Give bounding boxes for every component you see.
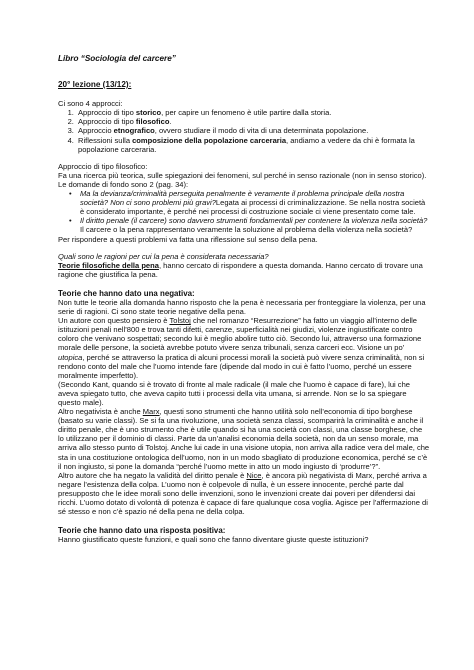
negative-paragraph-5: Altro autore che ha negato la validità del diritto penale è Nice, è ancora più negativista di Marx, perché arriva a negare l’esistenza della colpa. L’uomo non è colpevole di nulla, è un essere innocente, perché parte dal presupposto che le idee morali sono delle invenzioni, sono le invenzioni create dai poveri per difendersi dai ricchi. L’uomo dotato di volontà di potenza è capace di fare qualunque cosa voglia. Agisce per l’affermazione di sé stesso e non c’è spazio né della pena ne della colpa. (58, 470, 428, 517)
approach-item: 2. Approccio di tipo filosofico. (76, 117, 430, 126)
why-question: Quali sono le ragioni per cui la pena è considerata necessaria? (58, 251, 269, 261)
negative-paragraph-1: Non tutte le teorie alla domanda hanno risposto che la pena è necessaria per fronteggiare la violenza, per una serie di ragioni. Ci sono state teorie negative della pena. (58, 297, 426, 317)
approach-item: 4. Riflessioni sulla composizione della popolazione carceraria, andiamo a vedere da chi è formata la popolazione carceraria. (76, 136, 430, 154)
theories-link: Teorie filosofiche della pena (58, 260, 159, 270)
bullet-icon: • (69, 216, 72, 226)
nice-ref: Nice (246, 470, 262, 480)
philosophical-text: Fa una ricerca più teorica, sulle spiegazioni dei fenomeni, sul perché in senso razionale (non in senso storico). (58, 170, 427, 180)
philosophical-heading: Approccio di tipo filosofico: (58, 161, 148, 171)
positive-heading: Teorie che hanno dato una risposta positiva: (58, 526, 226, 536)
negative-paragraph-4: Altro negativista è anche Marx, questi sono strumenti che hanno utilità solo nell’economia di tipo borghese (basato su varie classi). Se si fa una rivoluzione, una società senza classi, scomparirà la criminalità e anche il diritto penale, che è uno strumento che è utile quando si ha una società con classi, una classe borghese, che lo utilizzano per il dominio di classi. Parte da un’analisi economia della società, non da un senso morale, ma arriva allo stesso punto di Tolstoj. Anche lui cade in una visione utopia, non arriva alla radice vera del male, che sta in una costituzione ontologica dell’uomo, non in un modo sbagliato di produzione economica, perché se c’è il non ingiusto, si pone la domanda “perché l’uomo mette in atto un modo ingiusto di ‘produrre’?”. (58, 407, 430, 471)
negative-heading: Teorie che hanno dato una negativa: (58, 288, 195, 298)
tolstoj-ref: Tolstoj (169, 316, 191, 326)
approaches-list (58, 108, 430, 153)
question-item: • Il diritto penale (il carcere) sono davvero strumenti fondamentali per contenere la violenza nella società? Il carcere o la pena rappresentano veramente la soluzione al problema della violenza nella società? (69, 216, 428, 235)
lecture-heading: 20° lezione (13/12): (58, 80, 132, 90)
questions-intro: Le domande di fondo sono 2 (pag. 34): (58, 179, 189, 189)
theories-paragraph: Teorie filosofiche della pena, hanno cercato di rispondere a questa domanda. Hanno cercato di trovare una ragione che giustifica la pena. (58, 260, 423, 279)
document-content (58, 54, 430, 544)
marx-ref: Marx (142, 407, 160, 417)
approach-item: 1. Approccio di tipo storico, per capire un fenomeno è utile partire dalla storia. (76, 108, 430, 117)
approach-item: 3. Approccio etnografico, ovvero studiare il modo di vita di una determinata popolazione. (76, 126, 430, 135)
question-item: • Ma la devianza/criminalità perseguita penalmente è veramente il problema principale della nostra società? Non ci sono problemi più gravi?Legata ai processi di criminalizzazione. Se nella nostra società è considerato importante, è perché nei processi di costruzione sociale ci viene presentato come tale. (69, 189, 426, 217)
approaches-intro: Ci sono 4 approcci: (58, 99, 123, 109)
questions-outro: Per rispondere a questi problemi va fatta una riflessione sul senso della pena. (58, 234, 318, 244)
questions-list (58, 189, 430, 234)
negative-paragraph-2: Un autore con questo pensiero è Tolstoj che nel romanzo “Resurrezione” ha fatto un viaggio all’interno delle istituzioni penali nell’800 e trova tanti difetti, carenze, superficialità nei giudizi, violenze ingiustificate contro coloro che venivano sospettati; secondo lui è meglio abolire tutto ciò. Secondo lui, attraverso una formazione morale delle persone, la società avrebbe potuto vivere senza tribunali, senza carceri ecc. Visione un po’ utopica, perché se attraverso la pratica di alcuni processi morali la società può vivere senza criminalità, non si rendono conto del male che l’uomo intende fare (dipende dal modo in cui è fatto l’uomo, perché un essere moralmente imperfetto). (58, 316, 425, 380)
negative-paragraph-3: (Secondo Kant, quando si è trovato di fronte al male radicale (il male che l’uomo è capace di fare), lui che aveva spiegato tutto, che aveva capito tutti i processi della vita umana, si arrende. Non se lo sa spiegare questo male). (58, 379, 410, 407)
positive-paragraph-1: Hanno giustificato queste funzioni, e quali sono che fanno diventare giuste queste istituzioni? (58, 535, 369, 545)
document-title: Libro “Sociologia del carcere” (58, 54, 176, 63)
bullet-icon: • (69, 189, 72, 199)
